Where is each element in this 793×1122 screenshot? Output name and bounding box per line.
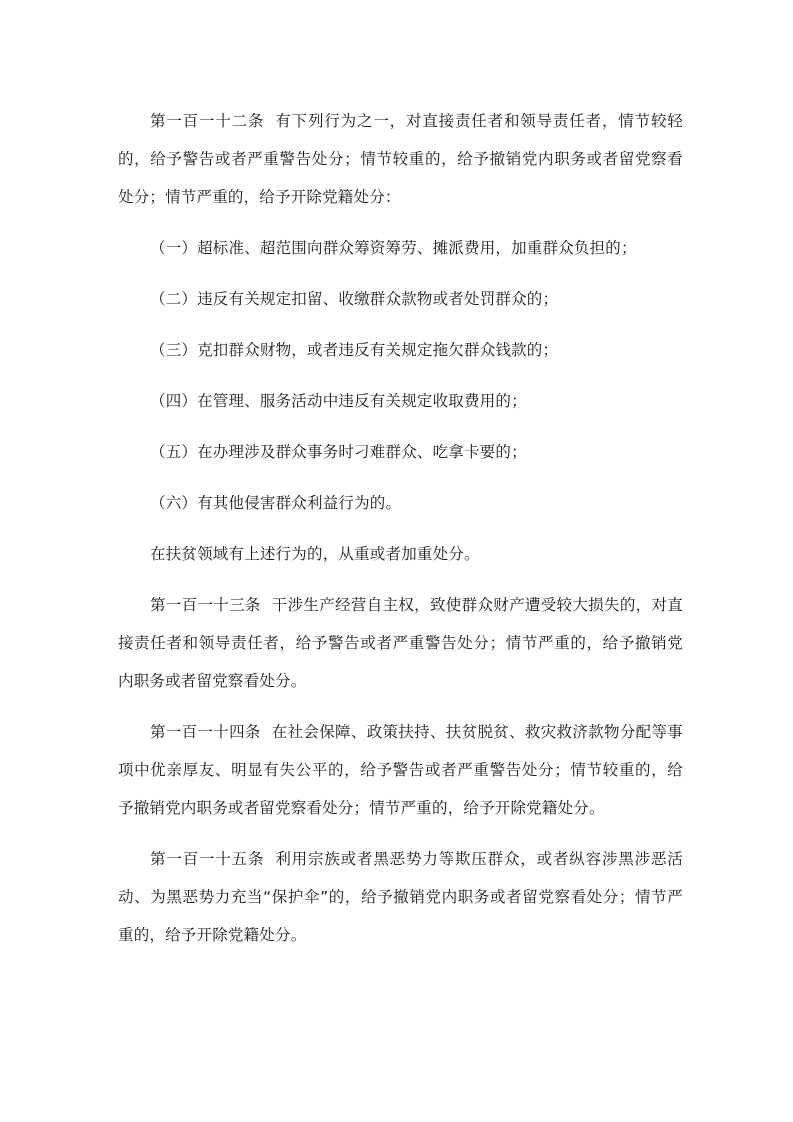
article-number: 第一百一十五条 [150,850,265,868]
poverty-alleviation-clause [118,535,683,573]
paragraph-text: 利用宗族或者黑恶势力等欺压群众，或者纵容涉黑涉恶活动、为黑恶势力充当“保护伞”的，给予撤销党内职务或者留党察看处分；情节严重的，给予开除党籍处分。 [118,850,683,944]
list-item-1 [118,229,683,267]
paragraph-text: （一）超标准、超范围向群众筹资筹劳、摊派费用，加重群众负担的； [150,239,637,257]
paragraph-text: （五）在办理涉及群众事务时刁难群众、吃拿卡要的； [150,443,527,461]
article-115-paragraph [118,840,683,954]
paragraph-text: 有下列行为之一，对直接责任者和领导责任者，情节较轻的，给予警告或者严重警告处分；情节较重的，给予撤销党内职务或者留党察看处分；情节严重的，给予开除党籍处分： [118,112,683,206]
paragraph-text: （四）在管理、服务活动中违反有关规定收取费用的； [150,392,527,410]
paragraph-text: 干涉生产经营自主权，致使群众财产遭受较大损失的，对直接责任者和领导责任者，给予警告或者严重警告处分；情节严重的，给予撤销党内职务或者留党察看处分。 [118,596,684,690]
paragraph-text: （六）有其他侵害群众利益行为的。 [150,494,402,512]
article-113-paragraph [118,586,683,700]
article-number: 第一百一十四条 [150,723,261,741]
list-item-6 [118,484,683,522]
list-item-5 [118,433,683,471]
list-item-2 [118,280,683,318]
paragraph-text: 在社会保障、政策扶持、扶贫脱贫、救灾救济款物分配等事项中优亲厚友、明显有失公平的，给予警告或者严重警告处分；情节较重的，给予撤销党内职务或者留党察看处分；情节严重的，给予开除党籍处分。 [118,723,684,817]
paragraph-text: （三）克扣群众财物，或者违反有关规定拖欠群众钱款的； [150,341,559,359]
list-item-4 [118,382,683,420]
article-112-paragraph [118,102,683,216]
list-item-3 [118,331,683,369]
paragraph-text: 在扶贫领域有上述行为的，从重或者加重处分。 [150,545,480,563]
article-114-paragraph [118,713,683,827]
article-number: 第一百一十二条 [150,112,265,130]
document-body [118,102,683,954]
article-number: 第一百一十三条 [150,596,261,614]
paragraph-text: （二）违反有关规定扣留、收缴群众款物或者处罚群众的； [150,290,559,308]
